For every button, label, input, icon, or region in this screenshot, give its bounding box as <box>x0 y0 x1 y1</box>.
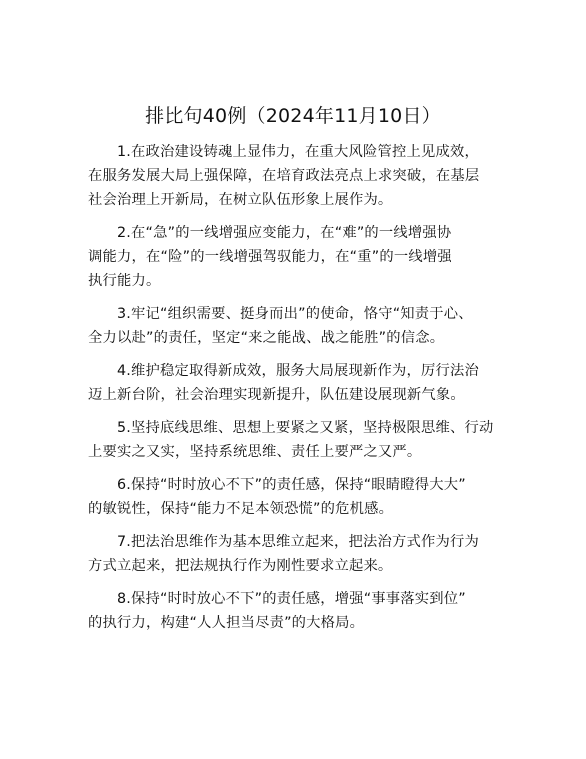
paragraph-line: 上要实之又实，坚持系统思维、责任上要严之又严。 <box>88 444 422 460</box>
paragraph-6 <box>88 473 498 521</box>
paragraph-line: 2.在“急”的一线增强应变能力，在“难”的一线增强协 <box>117 225 452 241</box>
paragraph-4 <box>88 359 498 407</box>
paragraph-8 <box>88 587 498 635</box>
paragraph-line: 1.在政治建设铸魂上显伟力，在重大风险管控上见成效， <box>117 144 479 160</box>
paragraph-line: 5.坚持底线思维、思想上要紧之又紧，坚持极限思维、行动 <box>117 420 494 436</box>
paragraph-line: 8.保持“时时放心不下”的责任感，增强“事事落实到位” <box>117 591 466 607</box>
document-title: 排比句40例（2024年11月10日） <box>145 105 441 127</box>
paragraph-2 <box>88 221 498 293</box>
paragraph-line: 全力以赴”的责任，坚定“来之能战、战之能胜”的信念。 <box>88 330 445 346</box>
paragraph-1 <box>88 140 498 212</box>
document-body <box>88 140 498 644</box>
paragraph-line: 的执行力，构建“人人担当尽责”的大格局。 <box>88 615 365 631</box>
paragraph-line: 迈上新台阶，社会治理实现新提升，队伍建设展现新气象。 <box>88 387 465 403</box>
paragraph-line: 执行能力。 <box>88 273 161 289</box>
paragraph-line: 7.把法治思维作为基本思维立起来，把法治方式作为行为 <box>117 534 479 550</box>
paragraph-line: 在服务发展大局上强保障，在培育政法亮点上求突破，在基层 <box>88 168 480 184</box>
paragraph-line: 6.保持“时时放心不下”的责任感，保持“眼睛瞪得大大” <box>117 477 466 493</box>
paragraph-line: 社会治理上开新局，在树立队伍形象上展作为。 <box>88 192 393 208</box>
paragraph-7 <box>88 530 498 578</box>
paragraph-3 <box>88 302 498 350</box>
paragraph-line: 3.牢记“组织需要、挺身而出”的使命，恪守“知责于心、 <box>117 306 473 322</box>
paragraph-line: 调能力，在“险”的一线增强驾驭能力，在“重”的一线增强 <box>88 249 452 265</box>
paragraph-line: 的敏锐性，保持“能力不足本领恐慌”的危机感。 <box>88 501 394 517</box>
paragraph-5 <box>88 416 498 464</box>
paragraph-line: 4.维护稳定取得新成效，服务大局展现新作为，厉行法治 <box>117 363 479 379</box>
paragraph-line: 方式立起来，把法规执行作为刚性要求立起来。 <box>88 558 393 574</box>
